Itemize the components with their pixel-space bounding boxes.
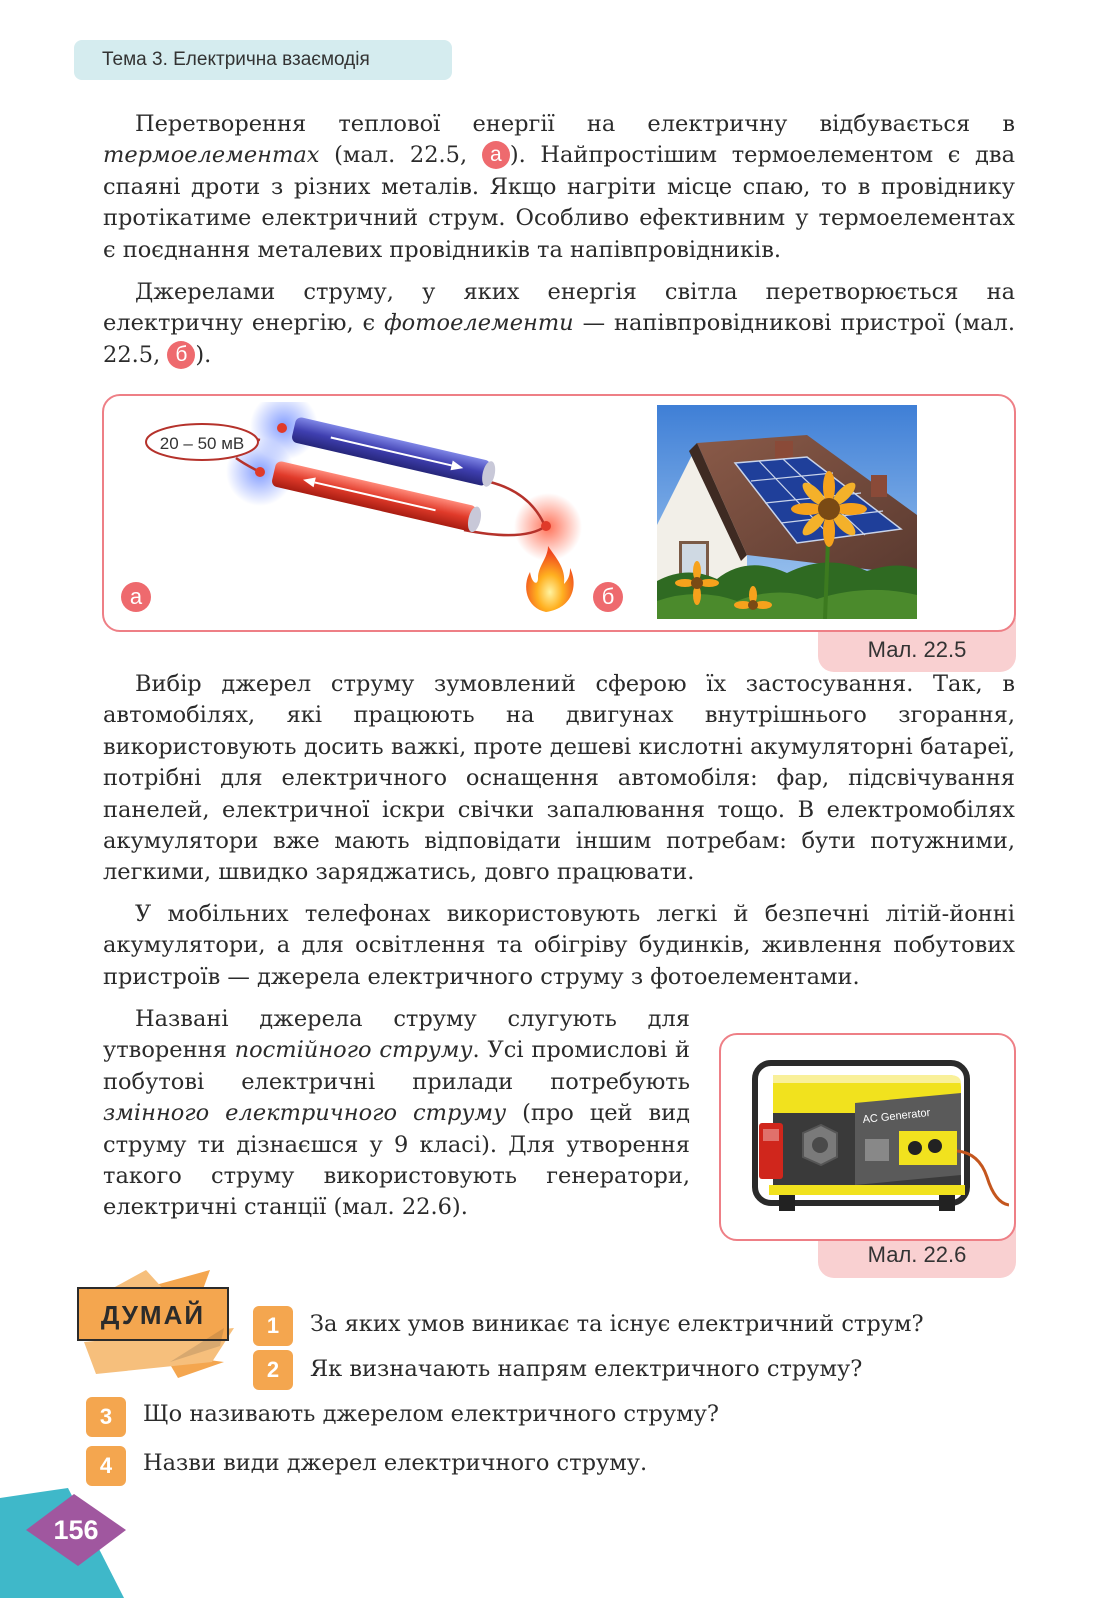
topic-header: Тема 3. Електрична взаємодія [74, 40, 452, 80]
paragraph-thermoelements [103, 109, 1015, 266]
text: Перетворення теплової енергії на електричну відбувається в [135, 111, 1015, 137]
text: ). [195, 341, 212, 368]
think-banner-label: ДУМАЙ [100, 1300, 206, 1330]
think-banner [74, 1262, 244, 1378]
figure-label-b: б [593, 582, 623, 612]
question-3-text: Що називають джерелом електричного струму? [143, 1401, 719, 1427]
text: — напівпровідникові пристрої (мал. 22.5, [103, 310, 1015, 368]
question-2-number: 2 [253, 1350, 293, 1390]
question-1-text: За яких умов виникає та існує електричний струм? [310, 1311, 924, 1337]
figure-22-6 [719, 1033, 1016, 1241]
text: Джерелами струму, у яких енергія світла перетворюється на електричну енергію, є [103, 279, 1015, 337]
figure-22-5-caption: Мал. 22.5 [818, 618, 1016, 672]
question-4-text: Назви види джерел електричного струму. [143, 1450, 648, 1476]
term-direct-current: постійного струму [234, 1037, 473, 1064]
question-3-number: 3 [86, 1397, 126, 1437]
figure-label-a: а [121, 582, 151, 612]
term-photoelements: фотоелементи [384, 310, 574, 337]
ac-generator-illustration [739, 1053, 1009, 1223]
page-number-badge [0, 1488, 140, 1598]
term-alternating-current: змінного електричного струму [103, 1100, 507, 1127]
question-2-text: Як визначають напрям електричного струму? [310, 1356, 863, 1382]
text: Названі джерела струму слугують для утворення [103, 1006, 690, 1064]
thermoelement-illustration [134, 402, 614, 624]
text: . Усі промислові й побутові електричні прилади потребують [103, 1037, 690, 1095]
generator-label: AC Generator [862, 1106, 931, 1126]
paragraph-mobile-batteries: У мобільних телефонах використовують легкі й безпечні літій-йонні акумулятори, а для освітлення та обігріву будинків, живлення побутових пристроїв — джерела електричного струму з фотоелементами. [103, 901, 1015, 990]
figure-22-5 [102, 394, 1016, 632]
figure-marker-b: б [167, 341, 195, 369]
paragraph-direct-alternating-current [103, 1004, 690, 1224]
paragraph-photoelements [103, 277, 1015, 371]
figure-22-6-caption: Мал. 22.6 [818, 1222, 1016, 1278]
text: (про цей вид струму ти дізнаєшся у 9 класі). Для утворення такого струму використовують генератори, електричні станції (мал. 22.6). [103, 1100, 690, 1221]
figure-marker-a: а [482, 141, 510, 169]
question-4-number: 4 [86, 1446, 126, 1486]
voltage-label: 20 – 50 мВ [159, 434, 245, 453]
text: (мал. 22.5, [319, 142, 482, 169]
question-1-number: 1 [253, 1306, 293, 1346]
text: ). Найпростішим термоелементом є два спаяні дроти з різних металів. Якщо нагріти місце спаю, то в провіднику протікатиме електричний струм. Особливо ефективним у термоелементах є поєднання металевих провідників та напівпровідників. [103, 142, 1015, 263]
term-thermoelements: термоелементах [103, 142, 320, 169]
paragraph-current-sources-choice: Вибір джерел струму зумовлений сферою їх застосування. Так, в автомобілях, які працюють на двигунах внутрішнього згорання, використовують досить важкі, проте дешеві кислотні акумуляторні батареї, потрібні для електричного оснащення автомобіля: фар, підсвічування панелей, електричної іскри свічки запалювання тощо. В електромобілях акумулятори вже мають відповідати іншим потребам: бути потужними, легкими, швидко заряджатись, довго працювати. [103, 671, 1015, 886]
page-number: 156 [53, 1515, 99, 1545]
solar-house-photo [657, 405, 917, 619]
